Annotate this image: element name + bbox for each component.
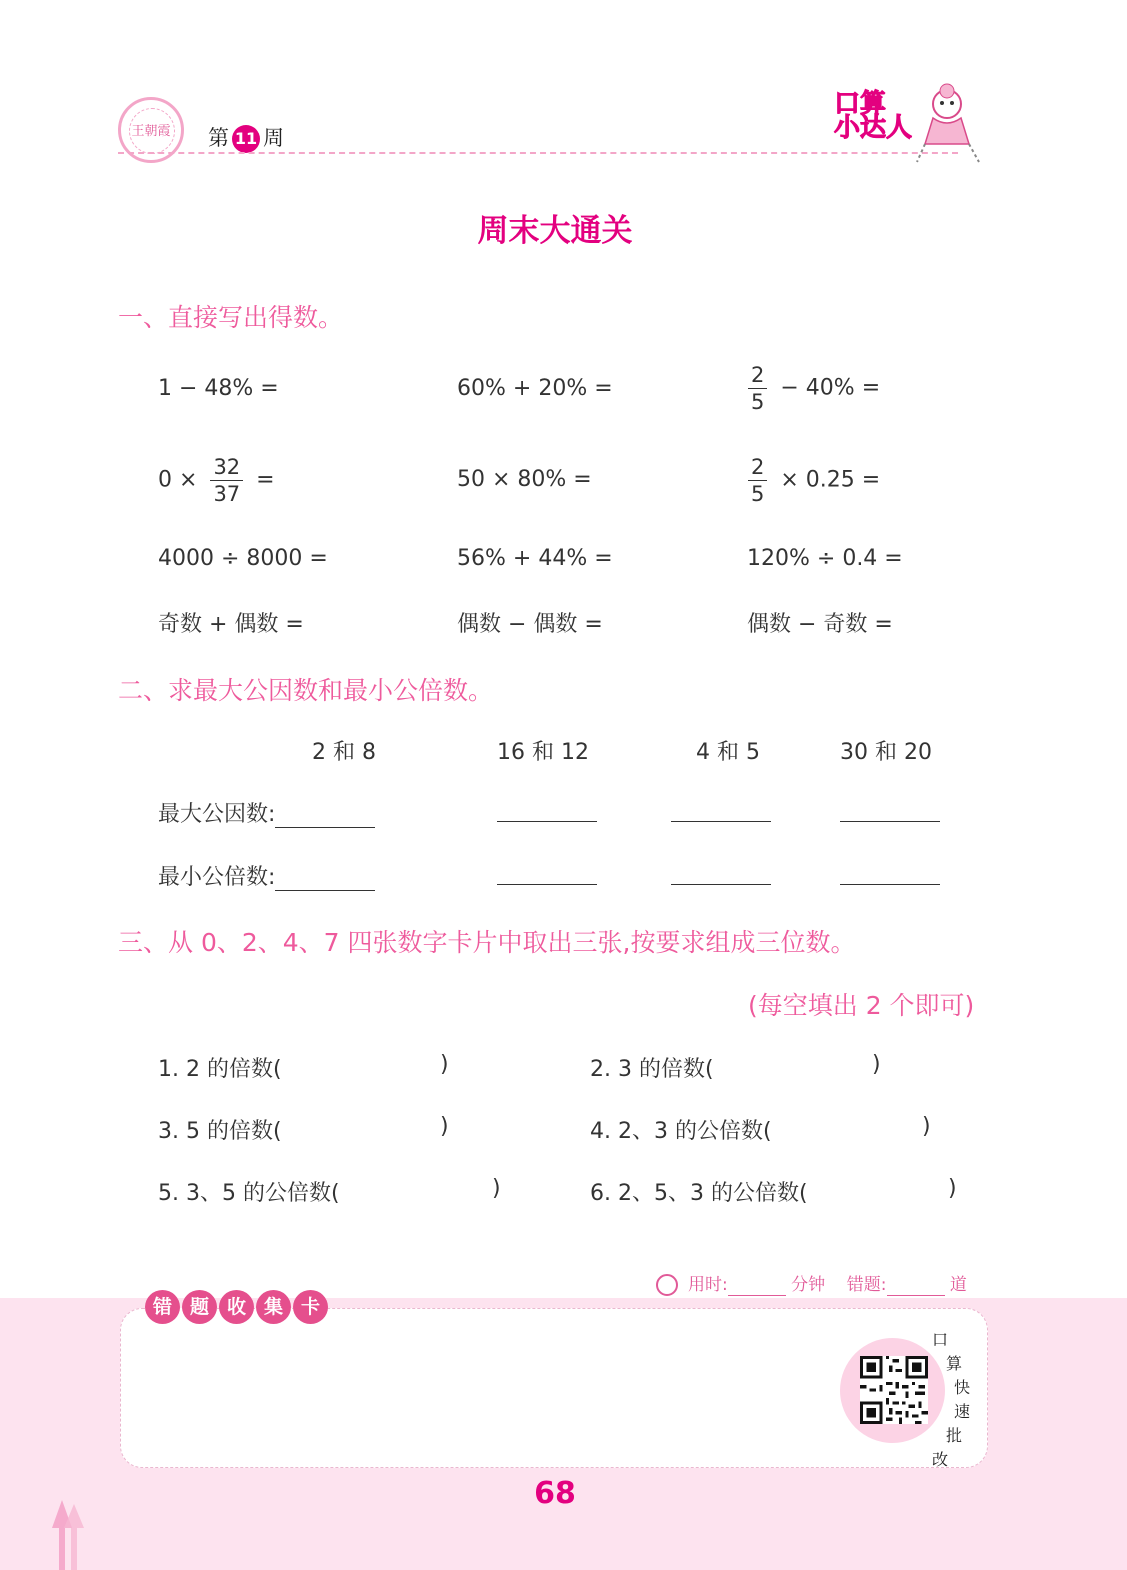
problem-3-2: 56% + 44% = xyxy=(457,546,613,571)
problem-2-2: 50 × 80% = xyxy=(457,467,592,492)
lcm-answer-3[interactable] xyxy=(671,864,771,885)
header-divider xyxy=(118,152,958,154)
item-4: 4. 2、3 的公倍数( xyxy=(590,1119,772,1144)
lcm-answer-2[interactable] xyxy=(497,864,597,885)
logo-text: 王朝霞 xyxy=(131,124,171,139)
fraction: $\frac{2}{5}$ xyxy=(748,362,767,415)
item-2-close: ) xyxy=(872,1052,881,1077)
problem-4-2: 偶数 − 偶数 = xyxy=(457,612,603,637)
lcm-answer-4[interactable] xyxy=(840,864,940,885)
fraction: $\frac{2}{5}$ xyxy=(748,454,767,507)
item-2: 2. 3 的倍数( xyxy=(590,1057,714,1082)
problem-4-3: 偶数 − 奇数 = xyxy=(747,612,893,637)
item-4-close: ) xyxy=(922,1114,931,1139)
section3-heading: 三、从 0、2、4、7 四张数字卡片中取出三张,按要求组成三位数。 xyxy=(118,928,856,957)
pair-1: 2 和 8 xyxy=(312,740,376,765)
problem-1-2: 60% + 20% = xyxy=(457,376,613,401)
lcm-answer-1[interactable] xyxy=(275,870,375,891)
gcd-row: 最大公因数: xyxy=(158,797,375,828)
decorative-arrows xyxy=(52,1500,92,1570)
item-5-close: ) xyxy=(492,1176,501,1201)
item-1-close: ) xyxy=(440,1052,449,1077)
week-number-badge: 11 xyxy=(232,125,260,153)
page-number: 68 xyxy=(534,1476,576,1511)
page-title: 周末大通关 xyxy=(477,213,633,249)
item-6: 6. 2、5、3 的公倍数( xyxy=(590,1181,808,1206)
item-6-close: ) xyxy=(948,1176,957,1201)
gcd-answer-2[interactable] xyxy=(497,801,597,822)
problem-2-3: $\frac{2}{5}$ × 0.25 = xyxy=(742,454,880,507)
problem-1-3: $\frac{2}{5}$ − 40% = xyxy=(742,362,880,415)
gcd-answer-3[interactable] xyxy=(671,801,771,822)
problem-4-1: 奇数 + 偶数 = xyxy=(158,612,304,637)
pair-2: 16 和 12 xyxy=(497,740,589,765)
item-1: 1. 2 的倍数( xyxy=(158,1057,282,1082)
problem-2-1: 0 × $\frac{32}{37}$ = xyxy=(158,455,275,506)
problem-3-1: 4000 ÷ 8000 = xyxy=(158,546,328,571)
fraction: $\frac{32}{37}$ xyxy=(210,454,243,507)
section1-heading: 一、直接写出得数。 xyxy=(118,303,344,332)
section2-heading: 二、求最大公因数和最小公倍数。 xyxy=(118,676,494,705)
brand-logo: 口算 小达人 xyxy=(834,89,913,143)
qr-code-icon[interactable] xyxy=(860,1356,928,1424)
lcm-row: 最小公倍数: xyxy=(158,860,375,891)
stopwatch-icon xyxy=(656,1274,678,1296)
gcd-answer-4[interactable] xyxy=(840,801,940,822)
error-count-field[interactable] xyxy=(887,1279,945,1296)
mascot-illustration xyxy=(905,82,995,167)
gcd-answer-1[interactable] xyxy=(275,807,375,828)
qr-caption: 口 算 快 速 批 改 xyxy=(932,1330,971,1469)
card-title: 错 题 收 集 卡 xyxy=(145,1290,328,1324)
pair-4: 30 和 20 xyxy=(840,740,932,765)
problem-3-3: 120% ÷ 0.4 = xyxy=(747,546,903,571)
time-field[interactable] xyxy=(728,1279,786,1296)
problem-1-1: 1 − 48% = xyxy=(158,376,279,401)
time-record: 用时: 分钟 错题: 道 xyxy=(656,1270,967,1296)
pair-3: 4 和 5 xyxy=(696,740,760,765)
item-3: 3. 5 的倍数( xyxy=(158,1119,282,1144)
item-3-close: ) xyxy=(440,1114,449,1139)
item-5: 5. 3、5 的公倍数( xyxy=(158,1181,340,1206)
week-indicator: 第 11 周 xyxy=(208,122,284,153)
section3-note: (每空填出 2 个即可) xyxy=(748,991,975,1020)
